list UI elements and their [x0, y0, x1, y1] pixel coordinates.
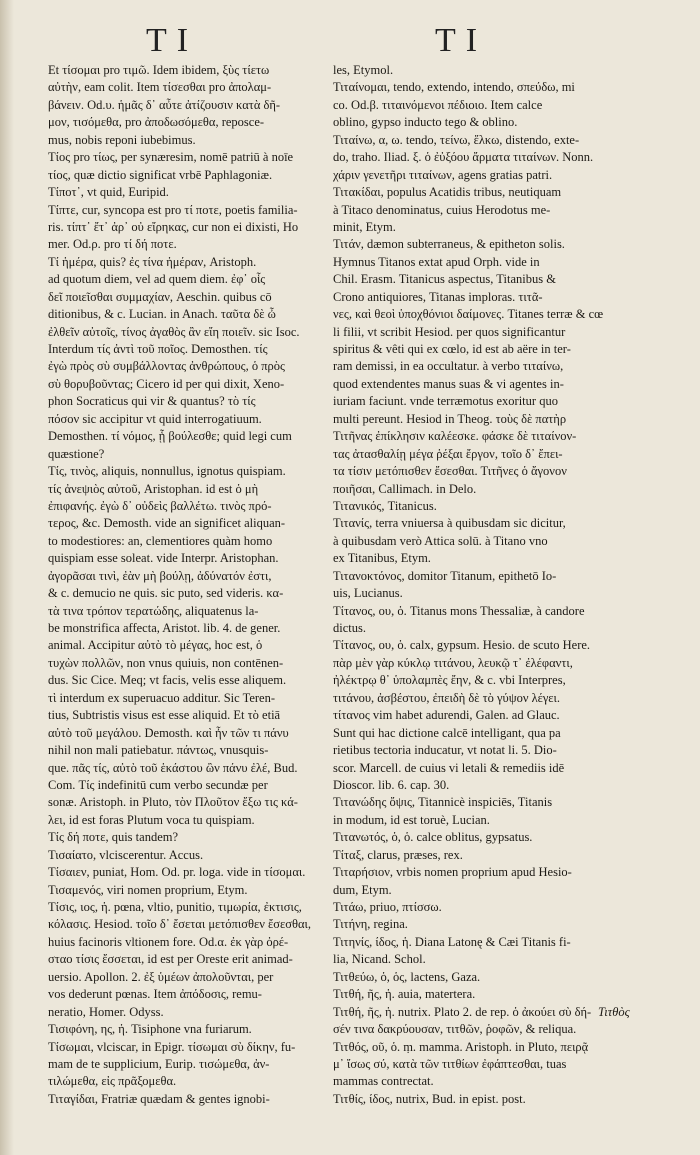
dictionary-line: ris. τίπτ᾽ ἔτ᾽ ἀρ᾽ οὐ εἴρηκας, cur non ei dixisti, Ho [48, 219, 299, 234]
dictionary-line: τίτανος vim habet adurendi, Galen. ad Glauc. [333, 708, 560, 723]
dictionary-line: Τιτθίς, ίδος, nutrix, Bud. in epist. post. [333, 1091, 526, 1106]
dictionary-line: Chil. Erasm. Titanicus aspectus, Titanibus & [333, 272, 556, 287]
header-right: TI [435, 22, 488, 59]
dictionary-line: Τιτακίδαι, populus Acatidis tribus, neutiquam [333, 185, 562, 200]
dictionary-line: quæstione? [48, 446, 105, 461]
dictionary-line: σέν τινα δακρύουσαν, τιτθῶν, ῥοφῶν, & reliqua. [333, 1022, 577, 1037]
dictionary-line: ram demissi, in ea occultatur. à verbo τιταίνω, [333, 359, 564, 374]
dictionary-line: Τιτθεύω, ὁ, ὁς, lactens, Gaza. [333, 969, 481, 984]
dictionary-line: phon Socraticus qui vir & quantus? τὸ τίς [48, 394, 256, 409]
dictionary-line: μον, τισόμεθα, pro ἀποδωσόμεθα, reposce- [48, 115, 265, 130]
dictionary-line: ἐγὼ πρὸς σὺ συμβάλλοντας ἀνθρώπους, ὁ πρὸς [48, 359, 285, 374]
dictionary-line: Τίσωμαι, vlciscar, in Epigr. τίσωμαι σὺ δίκην, fu- [48, 1039, 296, 1054]
dictionary-line: Dioscor. lib. 6. cap. 30. [333, 777, 450, 792]
dictionary-line: νες, καὶ θεοὶ ὑποχθόνιοι δαίμονες. Titanes terræ & cœ [333, 307, 604, 322]
dictionary-line: Et τίσομαι pro τιμῶ. Idem ibidem, ξὺς τίετω [48, 63, 270, 77]
dictionary-line: quispiam esse soleat. vide Interpr. Aristophan. [48, 551, 279, 566]
dictionary-line: μ᾽ ἴσως σύ, κατὰ τῶν τιτθίων ἐφάπτεσθαι, tuas [333, 1056, 567, 1071]
running-header [0, 22, 700, 62]
dictionary-line: Τιτανώδης ὄψις, Titannicè inspiciēs, Titanis [333, 795, 553, 810]
dictionary-line: Τιτῆνας ἐπίκλησιν καλέεσκε. φάσκε δὲ τιταίνον- [333, 429, 577, 444]
dictionary-line: in modum, id est toruè, Lucian. [333, 812, 490, 827]
dictionary-line: Τιτθός, οῦ, ὁ. ṃ. mamma. Aristoph. in Pluto, πειρᾷ [333, 1039, 589, 1054]
dictionary-line: τίς ἀνεψιὸς αὐτοῦ, Aristophan. id est ὁ μὴ [48, 481, 259, 496]
dictionary-line: tius, Subtristis visus est esse aliquid. Et τὸ etiā [48, 708, 281, 723]
dictionary-line: βάνειν. Od.υ. ἡμᾶς δ᾽ αὖτε ἀτίζουσιν κατὰ δῆ- [48, 97, 281, 112]
dictionary-line: Τιτήνη, regina. [333, 917, 408, 932]
dictionary-line: rietibus tectoria inducatur, vt notat li. 5. Dio- [333, 743, 557, 758]
dictionary-line: Τιταίνω, α, ω. tendo, τείνω, ἕλκω, distendo, exte- [333, 132, 580, 147]
dictionary-line: πὰρ μὲν γὰρ κύκλῳ τιτάνου, λευκῷ τ᾽ ἐλέφαντι, [333, 655, 573, 670]
dictionary-line: à Titaco denominatus, cuius Herodotus me- [333, 202, 551, 217]
header-left: TI [146, 22, 199, 59]
dictionary-line: χάριν γενετῆρι τιταίνων, agens gratias patri. [333, 167, 553, 182]
dictionary-line: Τιταγίδαι, Fratriæ quædam & gentes ignobi- [48, 1091, 270, 1106]
dictionary-line: do, traho. Iliad. ξ. ὁ ἐὐξόου ἄρματα τιταίνων. Nonn. [333, 150, 594, 165]
dictionary-line: quod extendentes manus suas & vi agentes in- [333, 376, 564, 391]
dictionary-line: be monstrifica affecta, Aristot. lib. 4. de gener. [48, 621, 281, 635]
dictionary-line: Τιτθή, ῆς, ἡ. auia, matertera. [333, 987, 476, 1002]
dictionary-line: αὐτὸ τοῦ μεγάλου. Demosth. καὶ ἦν τῶν τι πάνυ [48, 725, 289, 740]
dictionary-line: Τίπτε, cur, syncopa est pro τί ποτε, poetis familia- [48, 202, 298, 217]
dictionary-line: ποιῆσαι, Callimach. in Delo. [333, 481, 477, 496]
dictionary-line: lia, Nicand. Schol. [333, 952, 426, 967]
dictionary-line: dictus. [333, 621, 366, 635]
dictionary-line: scor. Marcell. de cuius vi letali & remediis idē [333, 760, 565, 775]
dictionary-line: que. πᾶς τίς, αὐτὸ τοῦ ἑκάστου ὢν πάνυ ἐλέ, Bud. [48, 760, 298, 775]
dictionary-line: Τίς, τινὸς, aliquis, nonnullus, ignotus quispiam. [48, 464, 286, 479]
dictionary-line: mam de te supplicium, Eurip. τισώμεθα, ἀν- [48, 1056, 270, 1071]
dictionary-line: to modestiores: an, clementiores quàm homo [48, 533, 273, 548]
dictionary-line: vos dederunt pœnas. Item ἀπόδοσις, remu- [48, 987, 262, 1002]
dictionary-line: uersio. Apollon. 2. ἐξ ὑμέων ἀπολοῦνται, per [48, 969, 274, 984]
dictionary-line: Τίταξ, clarus, præses, rex. [333, 847, 463, 862]
dictionary-line: τας ἀτασθαλίῃ μέγα ῥέξαι ἔργον, τοῖο δ᾽ ἔπει- [333, 446, 563, 461]
dictionary-line: Τίτανος, ου, ὁ. Titanus mons Thessaliæ, à candore [333, 603, 585, 618]
dictionary-line: mus, nobis reponi iubebimus. [48, 132, 196, 147]
dictionary-line: Hymnus Titanos extat apud Orph. vide in [333, 254, 540, 269]
dictionary-line: Τίσαιεν, puniat, Hom. Od. pr. loga. vide in τίσομαι. [48, 865, 306, 880]
dictionary-line: Τιτάν, dæmon subterraneus, & epitheton solis. [333, 237, 565, 252]
dictionary-line: Τιταρήσιον, vrbis nomen proprium apud Hesio- [333, 865, 572, 880]
page-gutter-shadow [0, 0, 14, 1155]
dictionary-line: Τιταίνομαι, tendo, extendo, intendo, σπεύδω, mi [333, 80, 575, 95]
dictionary-line: Τιτανίς, terra vniuersa à quibusdam sic dicitur, [333, 516, 566, 531]
dictionary-line: & c. demucio ne quis. sic puto, sed videris. κα- [48, 586, 284, 601]
dictionary-line: Interdum τίς ἀντὶ τοῦ ποῖος. Demosthen. τίς [48, 342, 268, 356]
dictionary-line: ἐπιφανής. ἐγὼ δ᾽ οὐδεὶς βαλλέτω. τινὸς πρό- [48, 498, 272, 513]
dictionary-line: mer. Od.ρ. pro τί δή ποτε. [48, 237, 177, 252]
dictionary-line: Τίποτ᾽, vt quid, Euripid. [48, 185, 169, 200]
dictionary-line: Τιτηνίς, ίδος, ἡ. Diana Latonę & Cæi Titanis fi- [333, 934, 571, 949]
dictionary-line: Τιτθή, ῆς, ἡ. nutrix. Plato 2. de rep. ὁ ἀκούει σὺ δή- [333, 1004, 592, 1019]
dictionary-line: Crono antiquiores, Titanas imploras. τιτᾶ- [333, 289, 543, 304]
dictionary-line: κόλασις. Hesiod. τοῖο δ᾽ ἔσεται μετόπισθεν ἔσεσθαι, [48, 917, 311, 932]
dictionary-line: ditionibus, & c. Lucian. in Anach. ταῦτα δὲ ὦ [48, 307, 276, 322]
dictionary-line: neratio, Homer. Odyss. [48, 1004, 164, 1019]
dictionary-line: ἠλέκτρῳ θ᾽ ὑπολαμπὲς ἔην, & c. vbi Interpres, [333, 673, 566, 688]
dictionary-line: dus. Sic Cice. Meq; vt facis, velis esse aliquem. [48, 673, 287, 688]
dictionary-line: δεῖ ποιεῖσθαι συμμαχίαν, Aeschin. quibus cō [48, 289, 272, 304]
dictionary-line: Τιτανωτός, ὁ, ὁ. calce oblitus, gypsatus. [333, 830, 533, 845]
dictionary-line: τιλώμεθα, εἰς πρᾶξομεθα. [48, 1074, 177, 1089]
dictionary-line: nihil non mali patiebatur. πάντως, vnusquis- [48, 743, 269, 758]
dictionary-line: Τίτανος, ου, ὁ. calx, gypsum. Hesio. de scuto Here. [333, 638, 591, 653]
dictionary-line: ad quotum diem, vel ad quem diem. ἐφ᾽ οἷς [48, 272, 266, 287]
dictionary-line: Τίς δή ποτε, quis tandem? [48, 830, 179, 845]
dictionary-line: animal. Accipitur αὐτὸ τὸ μέγας, hoc est, ὁ [48, 638, 263, 653]
dictionary-line: li filii, vt scribit Hesiod. per quos significantur [333, 324, 566, 339]
dictionary-line: τα τίσιν μετόπισθεν ἔσεσθαι. Τιτῆνες ὁ ἄγονον [333, 464, 567, 479]
dictionary-line: dum, Etym. [333, 882, 392, 897]
dictionary-line: σταο τίσις ἔσσεται, id est per Oreste erit animad- [48, 952, 293, 967]
dictionary-line: πόσον sic accipitur vt quid interrogatiuum. [48, 411, 262, 426]
dictionary-line: τερος, &c. Demosth. vide an significet aliquan- [48, 516, 286, 531]
dictionary-line: ἐλθεῖν αὐτοῖς, τίνος ἀγαθὸς ἂν εἴη ποιεῖν. sic Isoc. [48, 324, 300, 339]
dictionary-line: Τιτάω, priuo, πτίσσω. [333, 900, 442, 914]
left-column [48, 62, 338, 1108]
dictionary-line: Τίος pro τίως, per synæresim, nomē patriū à noīe [48, 150, 294, 165]
dictionary-line: Τιτανικός, Titanicus. [333, 498, 437, 513]
dictionary-line: ἀγορᾶσαι τινὶ, ἐὰν μὴ βούλῃ, ἀδύνατόν ἐστι, [48, 568, 272, 583]
dictionary-line: mammas contrectat. [333, 1074, 434, 1089]
dictionary-line: à quibusdam verò Attica solū. à Titano vno [333, 533, 548, 548]
dictionary-line: Τισιφόνη, ης, ἡ. Tisiphone vna furiarum. [48, 1022, 252, 1037]
dictionary-line: spiritus & vêti qui ex cœlo, id est ab aëre in ter- [333, 342, 571, 356]
dictionary-line: Sunt qui hac dictione calcē intelligant, qua pa [333, 725, 561, 740]
dictionary-line: les, Etymol. [333, 63, 394, 77]
dictionary-line: σὺ θορυβοῦντας; Cicero id per qui dixit, Xeno- [48, 376, 285, 391]
dictionary-line: ex Titanibus, Etym. [333, 551, 431, 566]
dictionary-line: huius facinoris vltionem fore. Od.α. ἐκ γὰρ ὀρέ- [48, 934, 289, 949]
dictionary-line: iuriam faciunt. vnde terræmotus exoritur quo [333, 394, 558, 409]
dictionary-line: τὶ interdum ex superuacuo additur. Sic Teren- [48, 690, 276, 705]
dictionary-line: τὰ τινα τρόπον τερατώδης, aliquatenus la- [48, 603, 259, 618]
dictionary-line: Τί ἡμέρα, quis? ἐς τίνα ἡμέραν, Aristoph. [48, 254, 257, 269]
dictionary-line: oblino, gypso inducto tego & oblino. [333, 115, 518, 130]
dictionary-line: τυχὼν πολλῶν, non vnus quiuis, non contēnen- [48, 655, 284, 670]
catchword: Τιτθὸς [598, 1005, 630, 1019]
dictionary-line: minit, Etym. [333, 219, 396, 234]
dictionary-line: Com. Τίς indefinitū cum verbo secundæ per [48, 777, 268, 792]
dictionary-line: uis, Lucianus. [333, 586, 403, 601]
dictionary-line: Τιτανοκτόνος, domitor Titanum, epithetō Io- [333, 568, 557, 583]
dictionary-line: co. Od.β. τιταινόμενοι πέδιοιο. Item calce [333, 97, 543, 112]
dictionary-line: Τισαμενός, viri nomen proprium, Etym. [48, 882, 248, 897]
dictionary-line: αὐτὴν, eam colit. Item τίσεσθαι pro ἀπολαμ- [48, 80, 272, 95]
dictionary-line: τίος, quæ dictio significat vrbē Paphlagoniæ. [48, 167, 273, 182]
dictionary-line: τιτάνου, ἀσβέστου, ἐπειδὴ δὲ τὸ γύψον λέγει. [333, 690, 560, 705]
right-column [333, 62, 631, 1108]
dictionary-line: multi pereunt. Hesiod in Theog. τοὺς δὲ πατὴρ [333, 411, 567, 426]
dictionary-line: Τισαίατο, vlciscerentur. Accus. [48, 847, 204, 862]
dictionary-line: Demosthen. τί νόμος, ᾗ βούλεσθε; quid legi cum [48, 429, 292, 444]
dictionary-line: sonæ. Aristoph. in Pluto, τὸν Πλοῦτον ἔξω τις κά- [48, 795, 298, 810]
dictionary-line: λει, id est foras Plutum voca tu quispiam. [48, 812, 255, 827]
dictionary-line: Τίσις, ιος, ἡ. pœna, vltio, punitio, τιμωρία, ἐκτισις, [48, 900, 302, 914]
